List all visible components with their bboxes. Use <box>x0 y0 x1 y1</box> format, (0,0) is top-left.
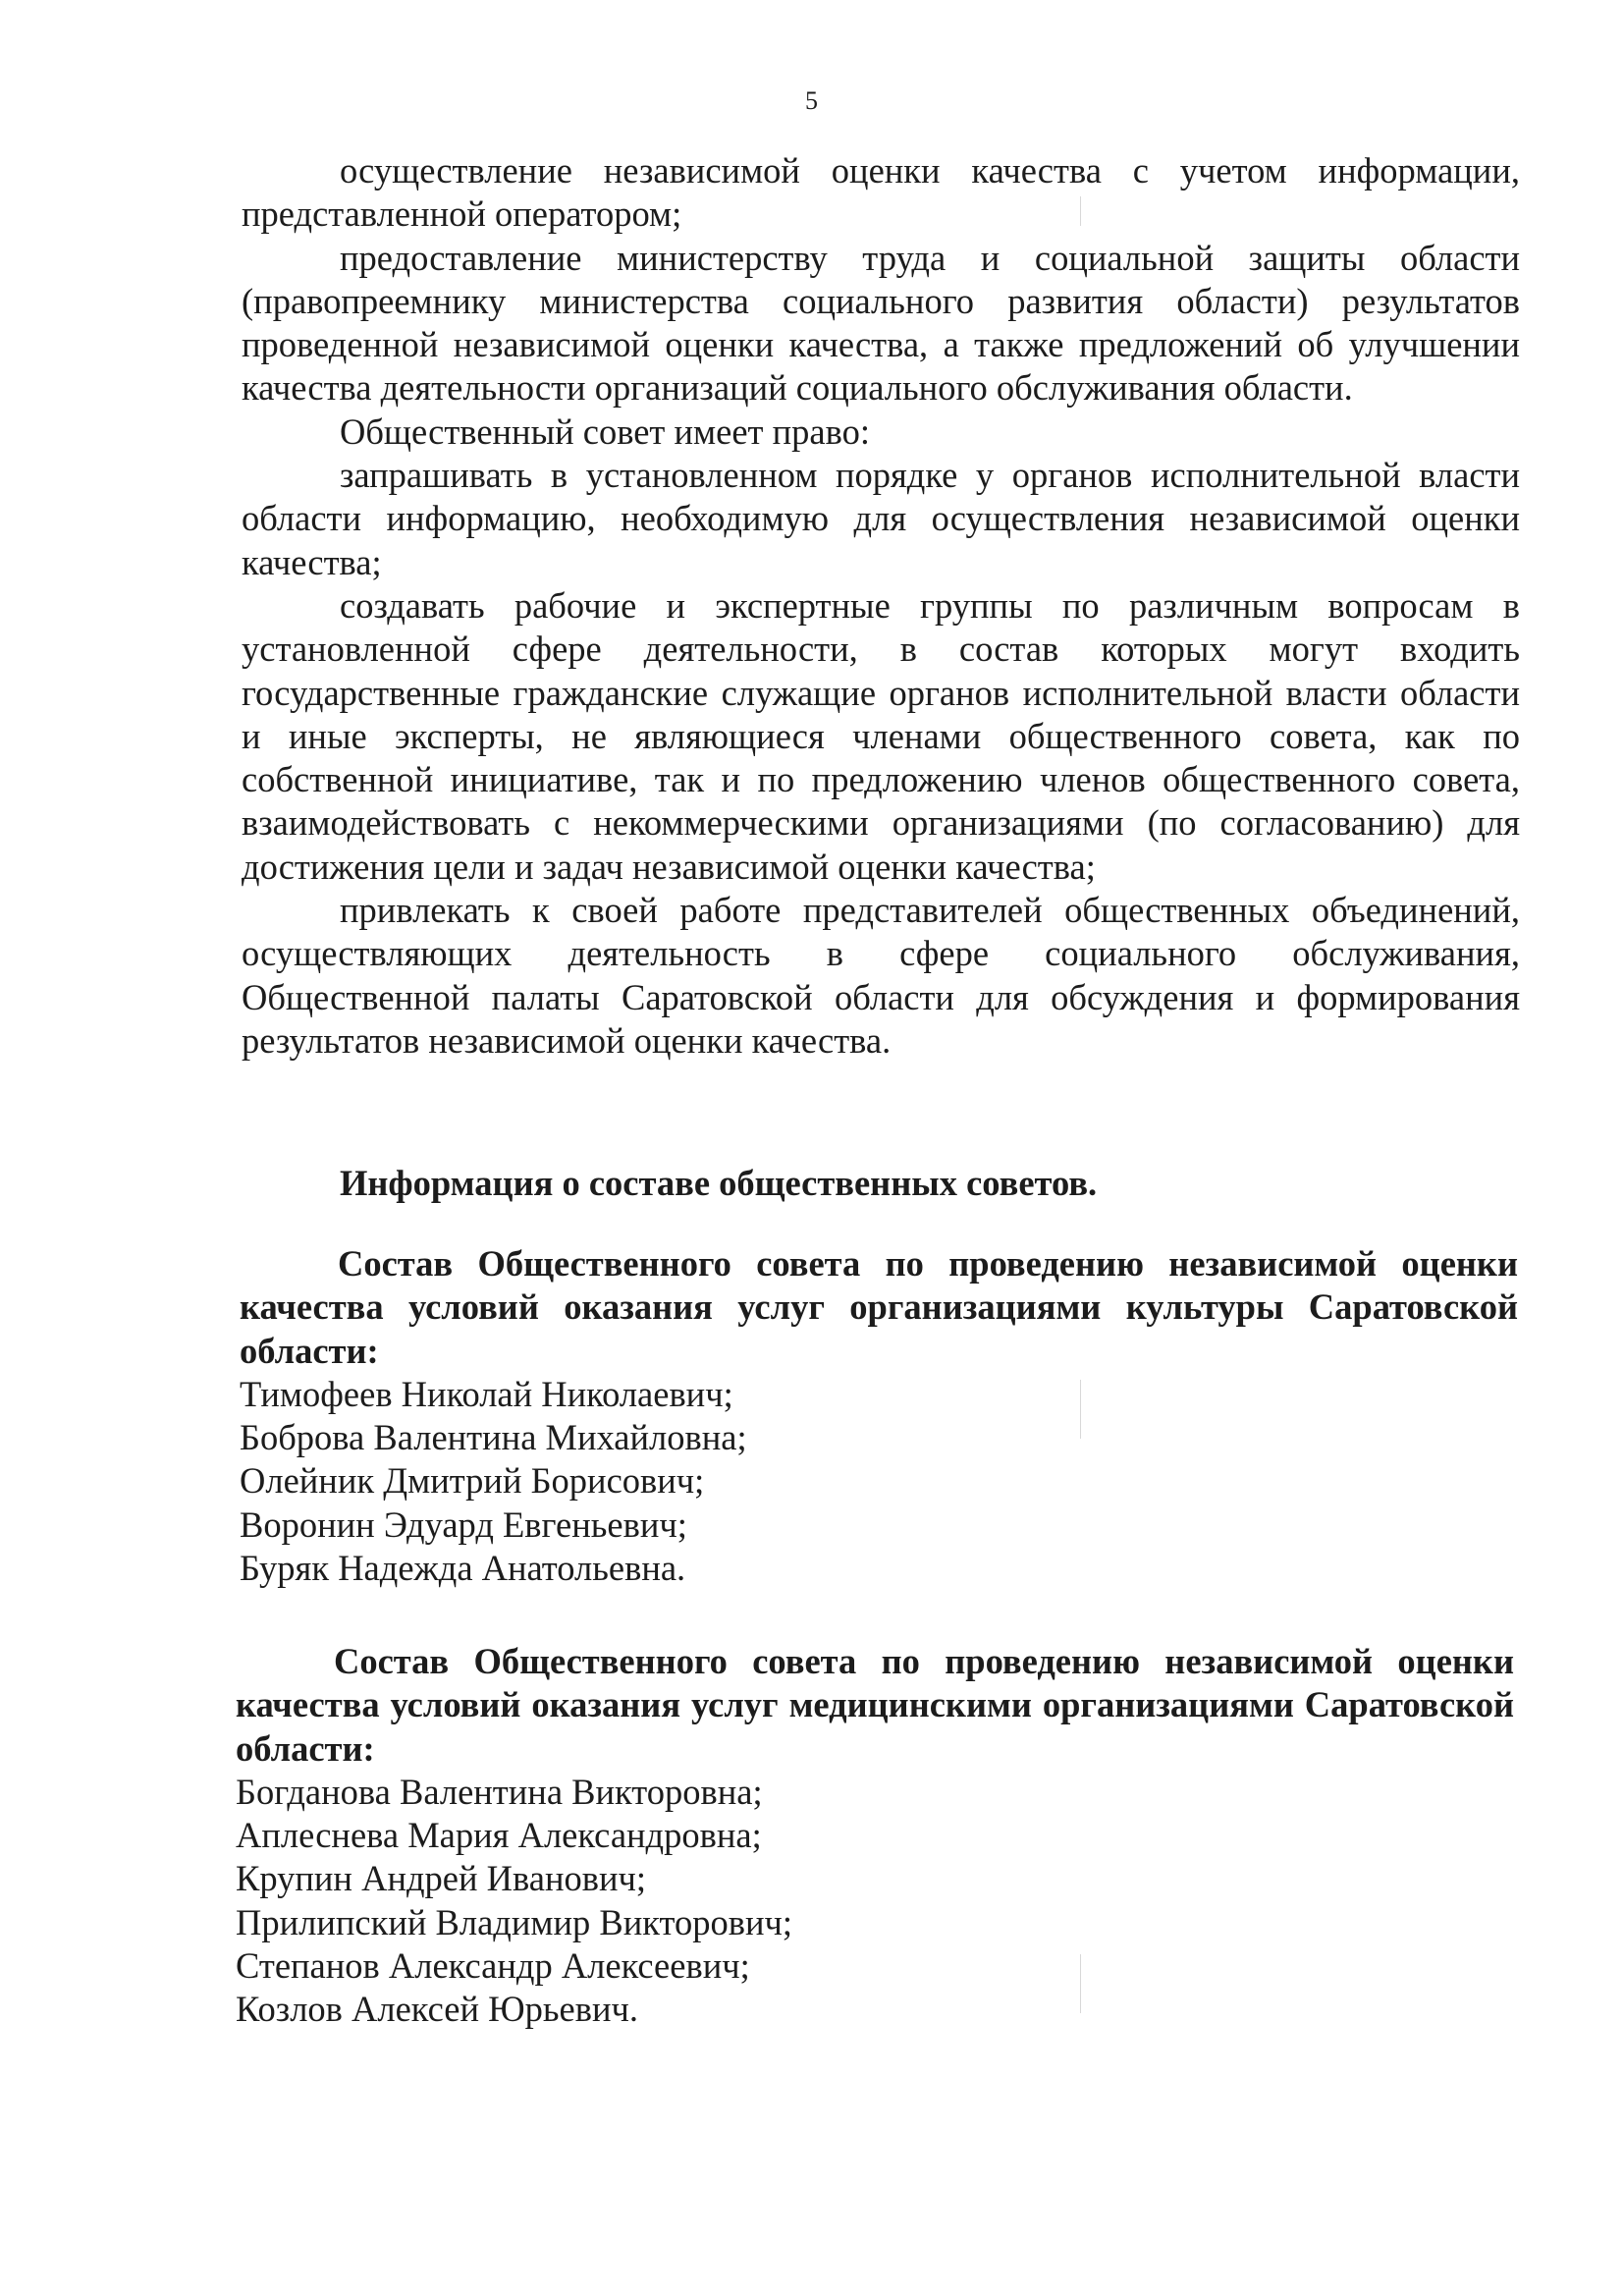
scan-artifact <box>1080 196 1081 226</box>
paragraph: предоставление министерству труда и социальной защиты области (правопреемнику министерства социального развития области) результатов проведенной независимой оценки качества, а также предложений об улучшении качества деятельности организаций социального обслуживания области. <box>242 237 1520 409</box>
page-number: 5 <box>805 86 818 115</box>
member-name: Степанов Александр Алексеевич; <box>236 1945 750 1987</box>
member-name: Боброва Валентина Михайловна; <box>240 1417 747 1458</box>
council-medical <box>236 1640 1514 2032</box>
member-name: Прилипский Владимир Викторович; <box>236 1901 793 1942</box>
member-name: Тимофеев Николай Николаевич; <box>240 1373 733 1414</box>
body-text <box>242 149 1520 1063</box>
paragraph: осуществление независимой оценки качества с учетом информации, представленной оператором; <box>242 150 1520 235</box>
member-name: Козлов Алексей Юрьевич. <box>236 1989 638 2030</box>
paragraph: Общественный совет имеет право: <box>340 410 870 452</box>
section-heading: Информация о составе общественных советов. <box>340 1163 1098 1203</box>
member-list <box>236 1771 1514 2032</box>
paragraph: создавать рабочие и экспертные группы по различным вопросам в установленной сфере деятельности, в состав которых могут входить государственные гражданские служащие органов исполнительной власти области и иные эксперты, не являющиеся членами общественного совета, как по собственной инициативе, так и по предложению членов общественного совета, взаимодействовать с некоммерческими организациями (по согласованию) для достижения цели и задач независимой оценки качества; <box>242 584 1520 887</box>
council-title: Состав Общественного совета по проведению независимой оценки качества условий оказания услуг медицинскими организациями Саратовской области: <box>236 1641 1514 1769</box>
paragraph: запрашивать в установленном порядке у органов исполнительной власти области информацию, необходимую для осуществления независимой оценки качества; <box>242 455 1520 582</box>
council-culture <box>240 1242 1518 1590</box>
member-name: Буряк Надежда Анатольевна. <box>240 1548 686 1589</box>
member-name: Воронин Эдуард Евгеньевич; <box>240 1503 687 1545</box>
paragraph: привлекать к своей работе представителей общественных объединений, осуществляющих деятельность в сфере социального обслуживания, Общественной палаты Саратовской области для обсуждения и формирования результатов независимой оценки качества. <box>242 890 1520 1061</box>
member-name: Богданова Валентина Викторовна; <box>236 1771 763 1812</box>
member-name: Олейник Дмитрий Борисович; <box>240 1460 705 1502</box>
member-list <box>240 1373 1518 1590</box>
council-title: Состав Общественного совета по проведению независимой оценки качества условий оказания услуг организациями культуры Саратовской области: <box>240 1243 1518 1371</box>
scan-artifact <box>1080 1954 1081 2013</box>
member-name: Крупин Андрей Иванович; <box>236 1858 647 1899</box>
member-name: Аплеснева Мария Александровна; <box>236 1815 762 1856</box>
scan-artifact <box>1080 1380 1081 1439</box>
